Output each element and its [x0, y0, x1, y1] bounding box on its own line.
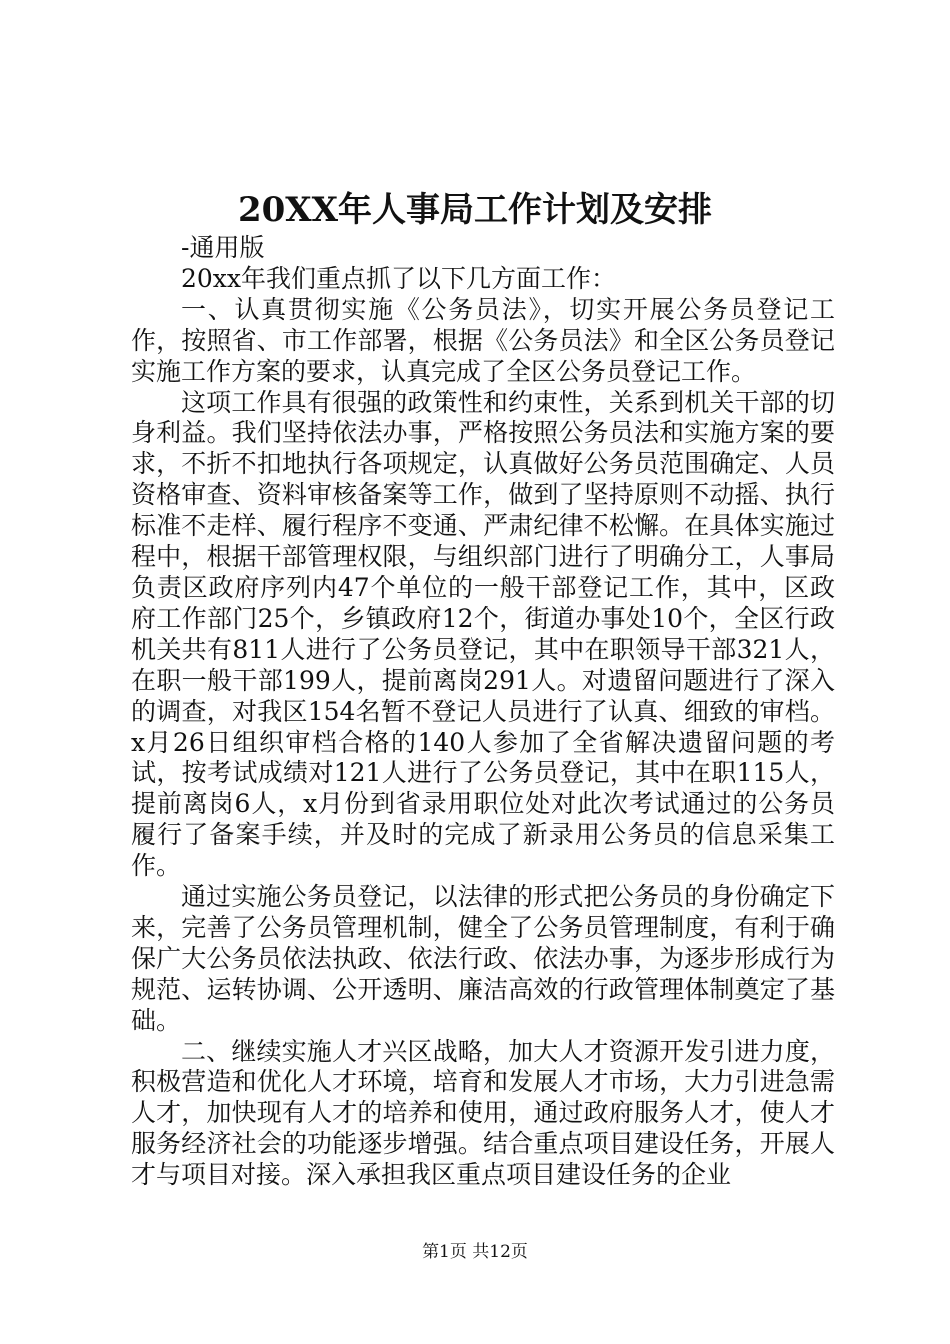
- page-number-footer: 第1页 共12页: [422, 1242, 528, 1262]
- paragraph-registration-outcome: 通过实施公务员登记，以法律的形式把公务员的身份确定下来，完善了公务员管理机制，健全了公务员管理制度，有利于确保广大公务员依法执政、依法行政、依法办事，为逐步形成行为规范、运转协调、公开透明、廉洁高效的行政管理体制奠定了基础。: [131, 882, 835, 1035]
- paragraph-intro: 20xx年我们重点抓了以下几方面工作：: [181, 263, 617, 293]
- document-title: 20XX年人事局工作计划及安排: [237, 190, 713, 230]
- document-subtitle: -通用版: [181, 233, 265, 262]
- paragraph-section-one: 一、认真贯彻实施《公务员法》，切实开展公务员登记工作，按照省、市工作部署，根据《公务员法》和全区公务员登记实施工作方案的要求，认真完成了全区公务员登记工作。: [131, 294, 835, 386]
- paragraph-section-two: 二、继续实施人才兴区战略，加大人才资源开发引进力度，积极营造和优化人才环境，培育和发展人才市场，大力引进急需人才，加快现有人才的培养和使用，通过政府服务人才，使人才服务经济社会的功能逐步增强。结合重点项目建设任务，开展人才与项目对接。深入承担我区重点项目建设任务的企业: [131, 1036, 835, 1190]
- document-body: [131, 233, 835, 1191]
- paragraph-registration-details: 这项工作具有很强的政策性和约束性，关系到机关干部的切身利益。我们坚持依法办事，严格按照公务员法和实施方案的要求，不折不扣地执行各项规定，认真做好公务员范围确定、人员资格审查、资料审核备案等工作，做到了坚持原则不动摇、执行标准不走样、履行程序不变通、严肃纪律不松懈。在具体实施过程中，根据干部管理权限，与组织部门进行了明确分工，人事局负责区政府序列内47个单位的一般干部登记工作，其中，区政府工作部门25个，乡镇政府12个，街道办事处10个，全区行政机关共有811人进行了公务员登记，其中在职领导干部321人，在职一般干部199人，提前离岗291人。对遗留问题进行了深入的调查，对我区154名暂不登记人员进行了认真、细致的审档。x月26日组织审档合格的140人参加了全省解决遗留问题的考试，按考试成绩对121人进行了公务员登记，其中在职115人，提前离岗6人，x月份到省录用职位处对此次考试通过的公务员履行了备案手续，并及时的完成了新录用公务员的信息采集工作。: [131, 387, 835, 881]
